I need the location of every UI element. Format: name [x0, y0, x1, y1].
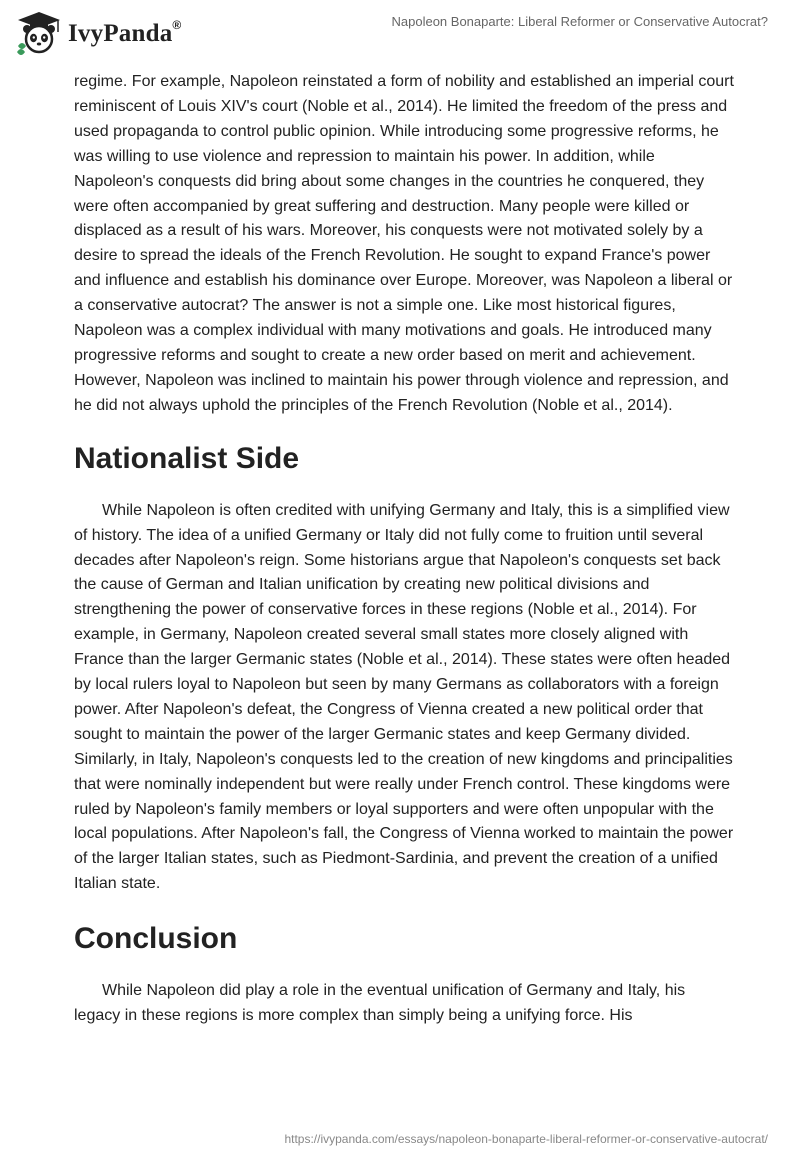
brand-name: IvyPanda® [68, 18, 182, 47]
source-url[interactable]: https://ivypanda.com/essays/napoleon-bonaparte-liberal-reformer-or-conservative-autocrat/ [284, 1132, 768, 1146]
ivypanda-logo[interactable] [14, 10, 181, 56]
page-header [0, 0, 800, 70]
essay-content [74, 70, 734, 1029]
paragraph-conclusion: While Napoleon did play a role in the eventual unification of Germany and Italy, his legacy in these regions is more complex than simply being a unifying force. His [74, 982, 686, 1025]
paragraph-intro-continued: regime. For example, Napoleon reinstated a form of nobility and established an imperial court reminiscent of Louis XIV's court (Noble et al., 2014). He limited the freedom of the press and used propaganda to control public opinion. While introducing some progressive reforms, he was willing to use violence and repression to maintain his power. In addition, while Napoleon's conquests did bring about some changes in the countries he conquered, they were often accompanied by great suffering and destruction. Many people were killed or displaced as a result of his wars. Moreover, his conquests were not motivated solely by a desire to spread the ideals of the French Revolution. He sought to expand France's power and influence and establish his dominance over Europe. Moreover, was Napoleon a liberal or a conservative autocrat? The answer is not a simple one. Like most historical figures, Napoleon was a complex individual with many motivations and goals. He introduced many progressive reforms and sought to create a new order based on merit and achievement. However, Napoleon was inclined to maintain his power through violence and repression, and he did not always uphold the principles of the French Revolution (Noble et al., 2014). [74, 73, 734, 414]
panda-graduate-icon [14, 10, 64, 56]
document-title: Napoleon Bonaparte: Liberal Reformer or Conservative Autocrat? [391, 14, 768, 29]
heading-conclusion: Conclusion [74, 922, 238, 956]
heading-nationalist-side: Nationalist Side [74, 441, 300, 475]
paragraph-nationalist: While Napoleon is often credited with unifying Germany and Italy, this is a simplified view of history. The idea of a unified Germany or Italy did not fully come to fruition until several decades after Napoleon's reign. Some historians argue that Napoleon's conquests set back the cause of German and Italian unification by creating new political divisions and strengthening the power of conservative forces in these regions (Noble et al., 2014). For example, in Germany, Napoleon created several small states more closely aligned with France than the larger Germanic states (Noble et al., 2014). These states were often headed by local rulers loyal to Napoleon but seen by many Germans as collaborators with a foreign power. After Napoleon's defeat, the Congress of Vienna created a new political order that sought to maintain the power of the larger Germanic states and keep Germany divided. Similarly, in Italy, Napoleon's conquests led to the creation of new kingdoms and principalities that were nominally independent but were really under French control. These kingdoms were ruled by Napoleon's family members or loyal supporters and were often unpopular with the local populations. After Napoleon's fall, the Congress of Vienna worked to maintain the power of the larger Italian states, such as Piedmont-Sardinia, and prevent the creation of a unified Italian state. [74, 501, 734, 893]
